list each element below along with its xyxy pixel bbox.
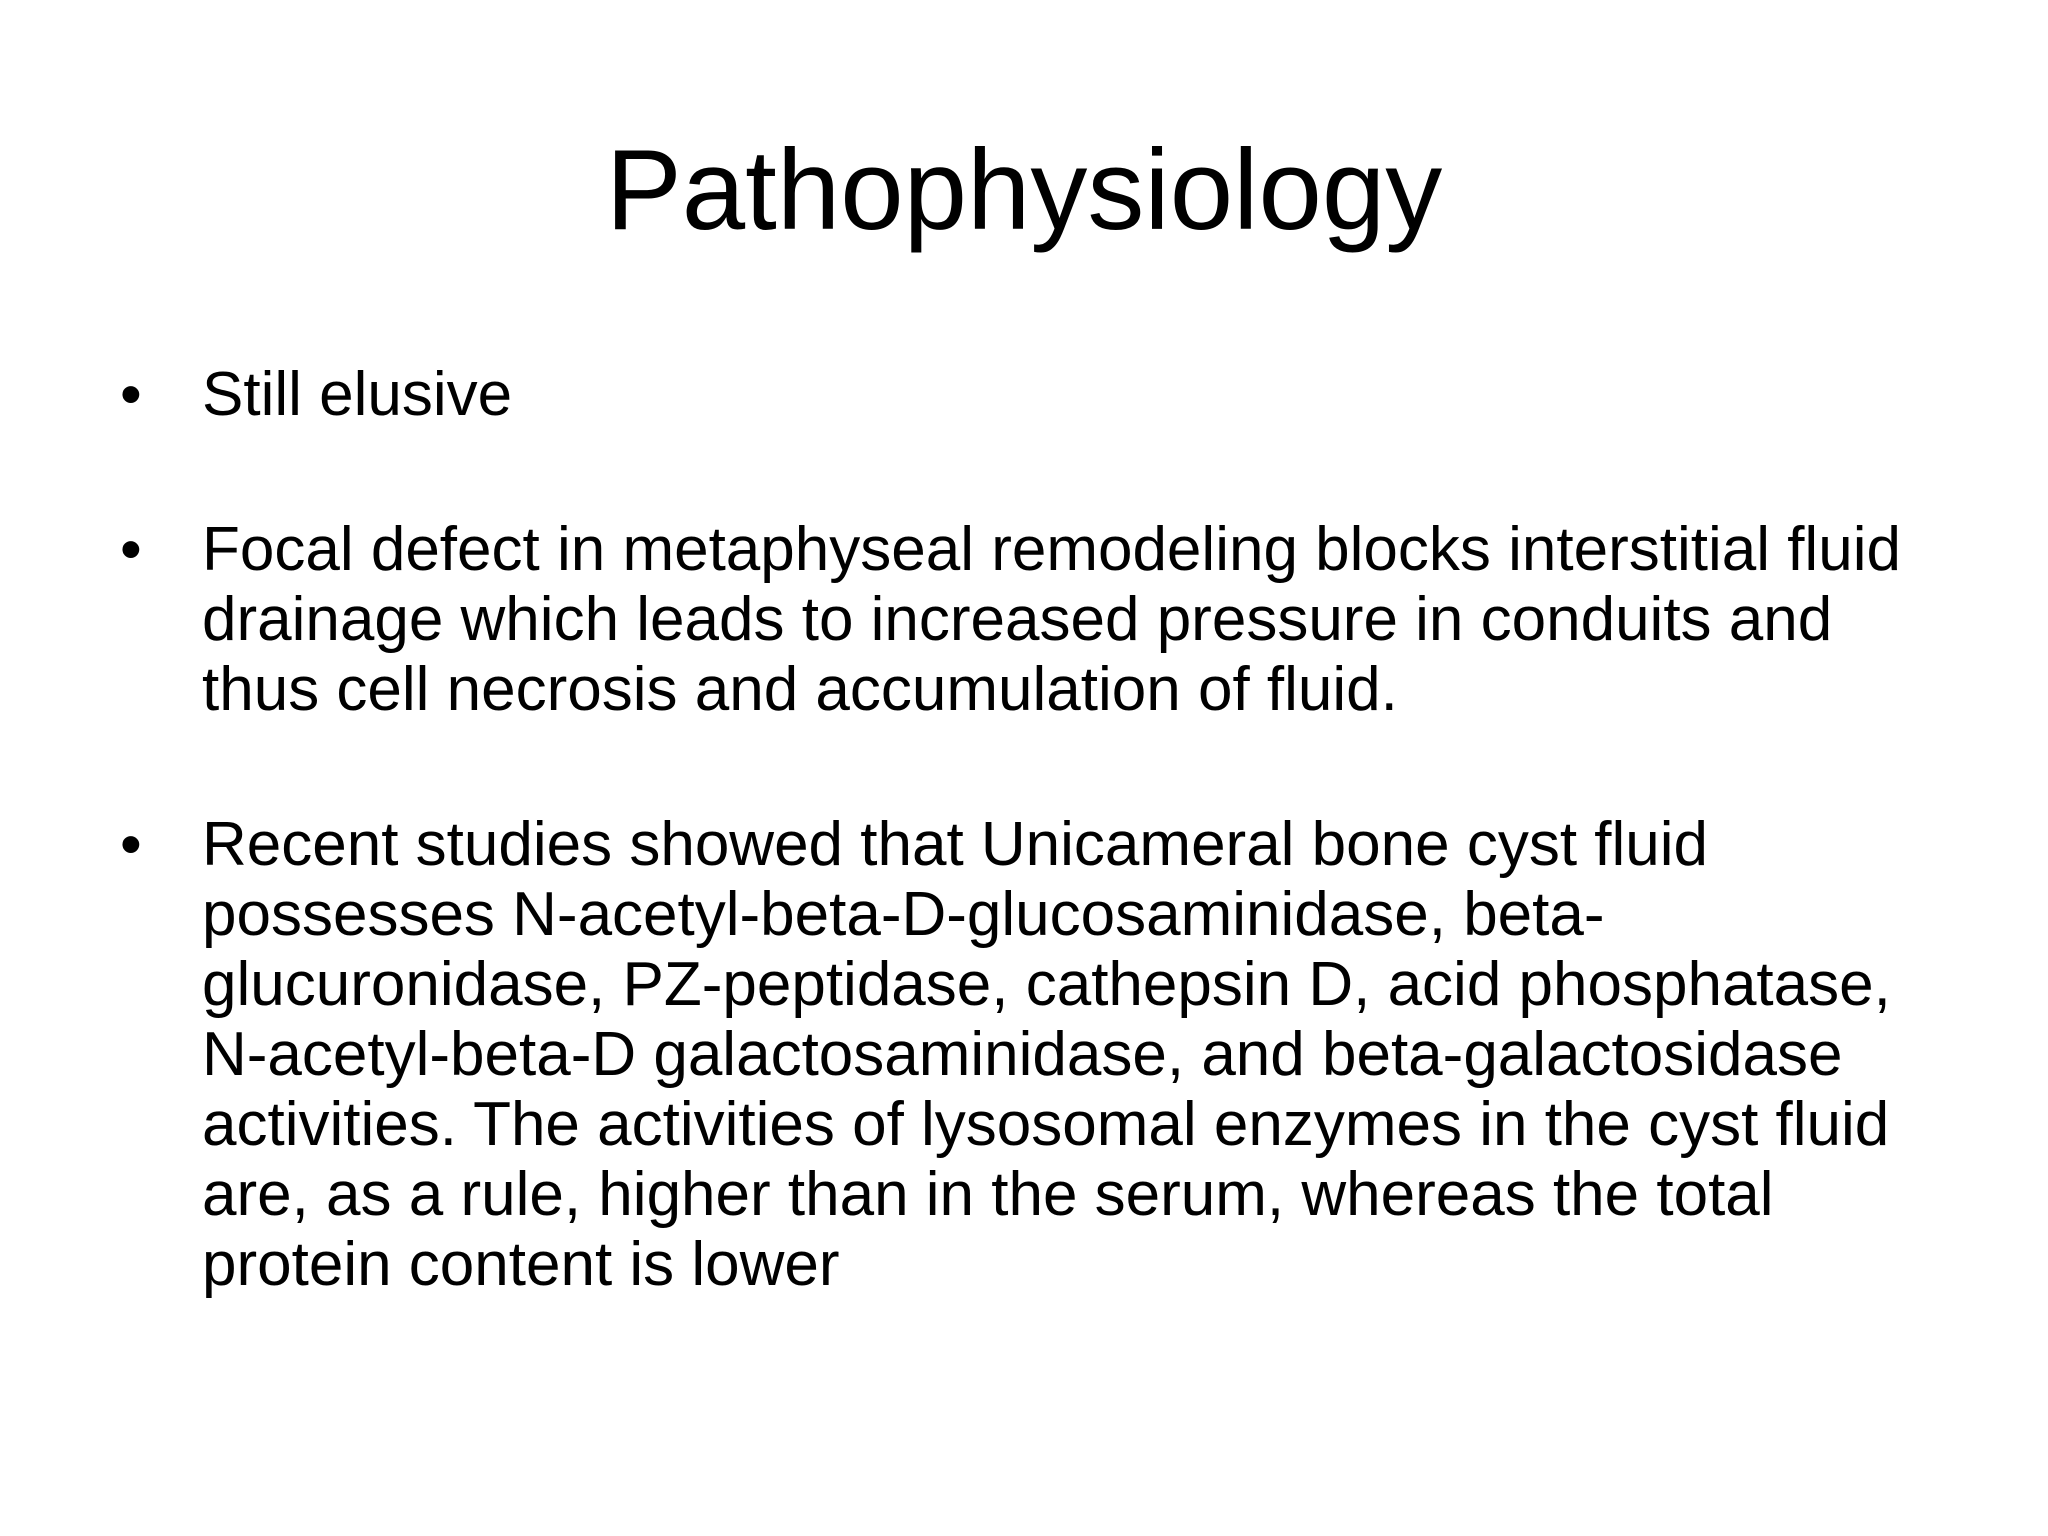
bullet-text: Focal defect in metaphyseal remodeling blocks interstitial fluid drainage which leads to increased pressure in conduits and thus cell necrosis and accumulation of fluid. xyxy=(202,515,1901,724)
bullet-item-1 xyxy=(120,360,1950,430)
bullet-list xyxy=(120,360,1950,1300)
bullet-item-2 xyxy=(120,515,1950,725)
bullet-icon: • xyxy=(120,515,142,584)
bullet-text: Recent studies showed that Unicameral bone cyst fluid possesses N-acetyl-beta-D-glucosaminidase, beta-glucuronidase, PZ-peptidase, cathepsin D, acid phosphatase, N-acetyl-beta-D galactosaminidase, and beta-galactosidase activities. The activities of lysosomal enzymes in the cyst fluid are, as a rule, higher than in the serum, whereas the total protein content is lower xyxy=(202,810,1891,1299)
bullet-item-3 xyxy=(120,810,1950,1300)
bullet-icon: • xyxy=(120,360,142,429)
bullet-icon: • xyxy=(120,810,142,879)
slide-title: Pathophysiology xyxy=(605,127,1443,254)
bullet-text: Still elusive xyxy=(202,360,513,429)
